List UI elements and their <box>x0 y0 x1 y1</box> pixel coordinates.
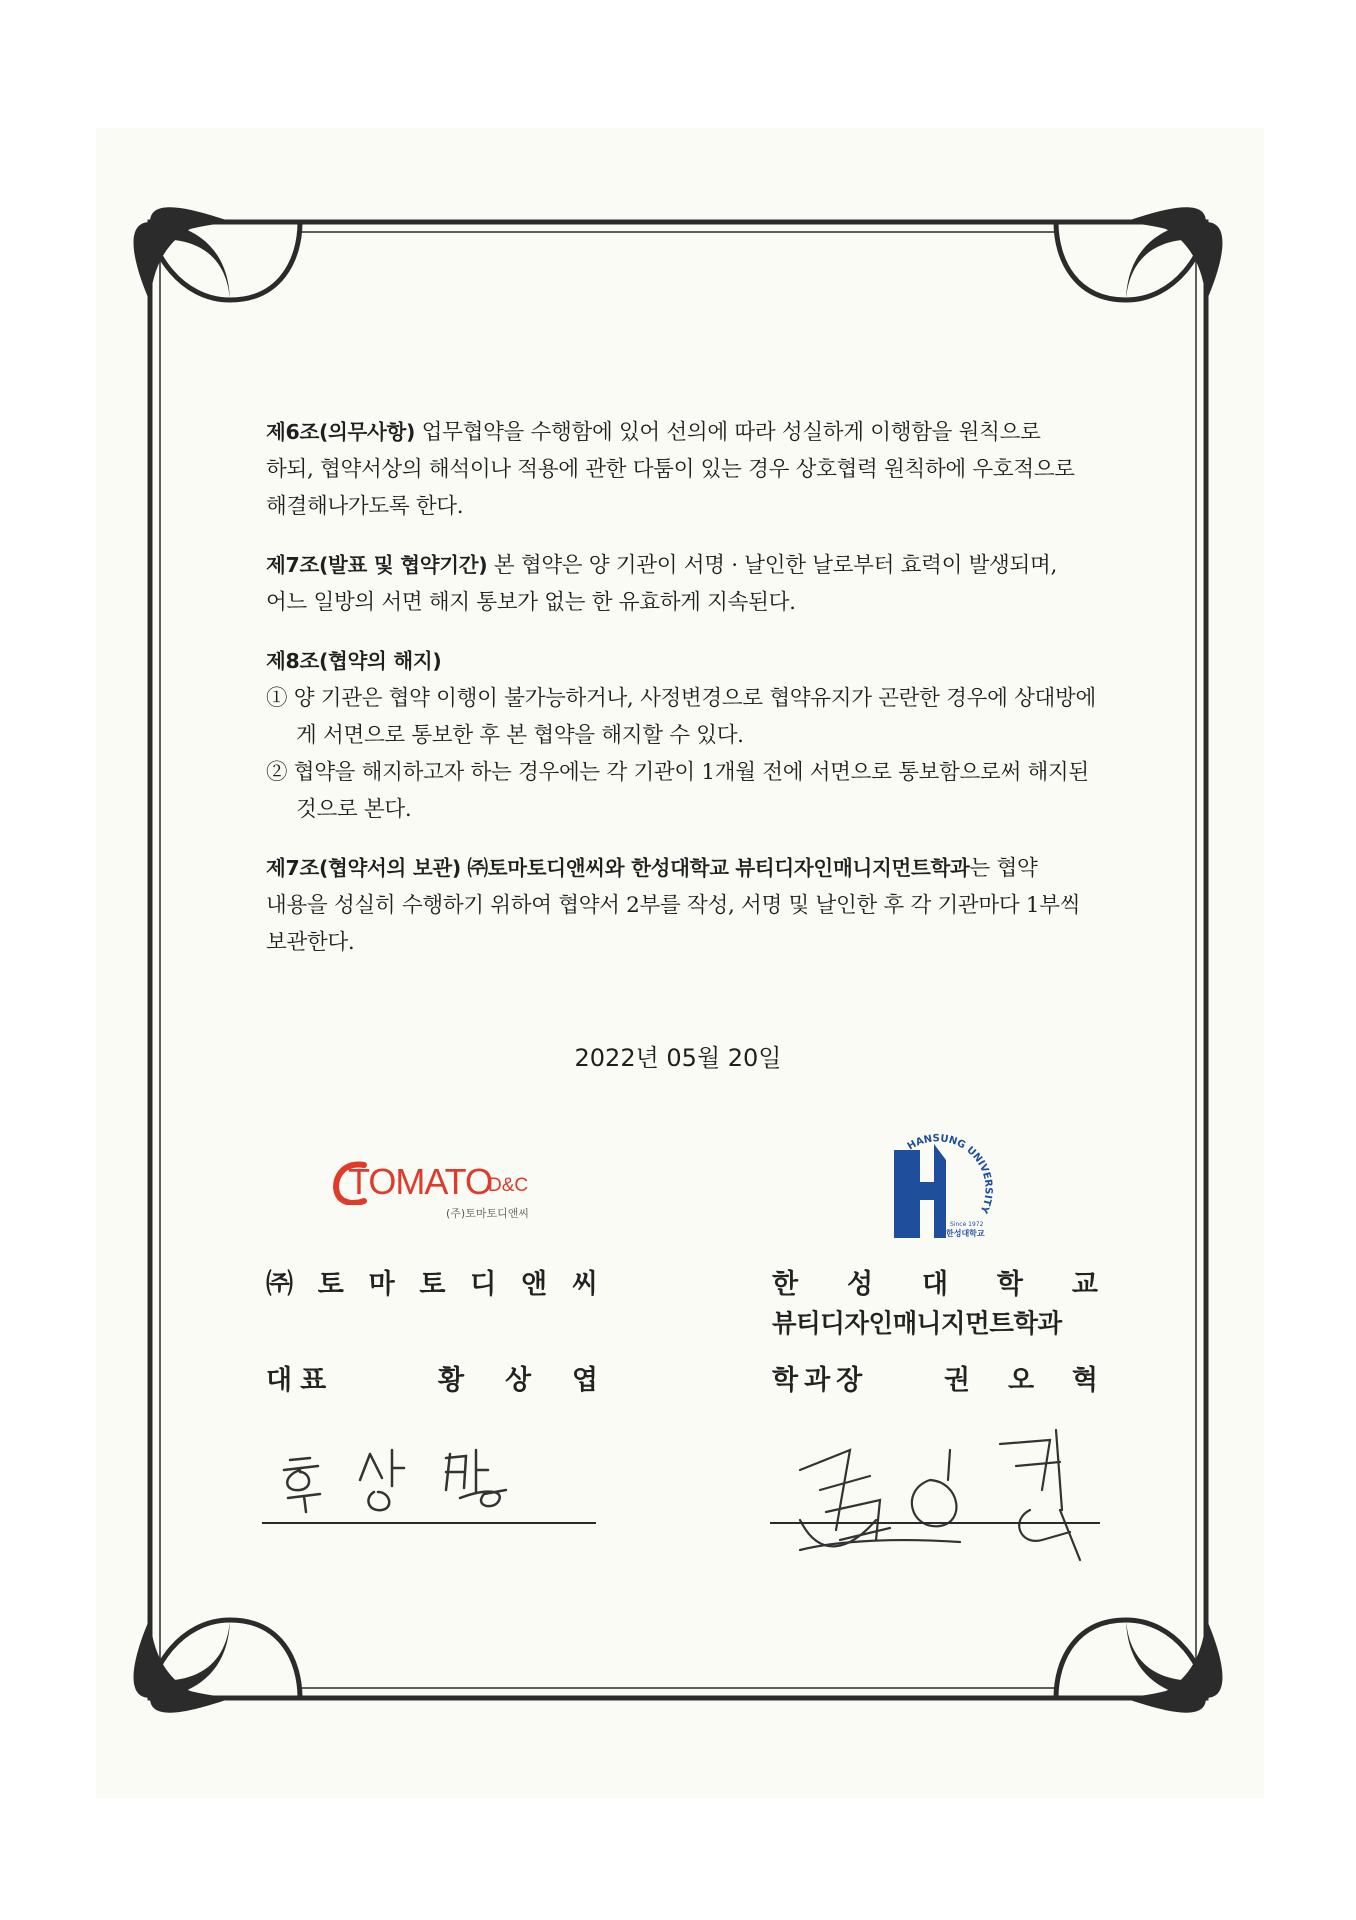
name-char: 황 <box>438 1365 465 1396</box>
article-7-line: 본 협약은 양 기관이 서명 · 날인한 날로부터 효력이 발생되며, <box>493 553 1057 578</box>
left-signature-line <box>262 1522 596 1524</box>
left-party-name <box>438 1358 598 1397</box>
name-char: 권 <box>944 1365 971 1396</box>
tomato-dc-logo <box>330 1155 540 1221</box>
hansung-since-text: Since 1972 <box>950 1221 984 1228</box>
hansung-korean-text: 한성대학교 <box>946 1229 985 1238</box>
article-9-line: 내용을 성실히 수행하기 위하여 협약서 2부를 작성, 서명 및 날인한 후 각 기관마다 1부씩 <box>266 893 1081 918</box>
article-9-parties: ㈜토마토디앤씨와 한성대학교 뷰티디자인매니지먼트학과 <box>467 856 970 880</box>
org-char: 마 <box>368 1269 395 1300</box>
article-6-heading: 제6조(의무사항) <box>266 420 416 444</box>
right-signature <box>780 1420 1110 1570</box>
right-party-dept: 뷰티디자인매니지먼트학과 <box>772 1309 1062 1339</box>
article-6-line: 하되, 협약서상의 해석이나 적용에 관한 다툼이 있는 경우 상호협력 원칙하에 우호적으로 <box>266 457 1075 482</box>
name-char: 혁 <box>1071 1365 1098 1396</box>
org-char: 대 <box>921 1269 949 1300</box>
org-char: ㈜ <box>266 1269 293 1300</box>
right-party-name <box>944 1358 1098 1397</box>
left-party-org <box>266 1262 598 1301</box>
article-7-line: 어느 일방의 서면 해지 통보가 없는 한 유효하게 지속된다. <box>266 590 796 615</box>
article-6 <box>266 414 1106 525</box>
article-6-line: 업무협약을 수행함에 있어 선의에 따라 성실하게 이행함을 원칙으로 <box>421 420 1041 445</box>
article-9 <box>266 850 1106 961</box>
article-8-item-2: ② 협약을 해지하고자 하는 경우에는 각 기관이 1개월 전에 서면으로 통보함으로써 해지된 것으로 본다. <box>266 760 1089 822</box>
name-char: 상 <box>504 1365 532 1396</box>
hansung-university-logo <box>880 1130 1000 1250</box>
article-9-heading: 제7조(협약서의 보관) <box>266 856 461 880</box>
article-8-item-1: ① 양 기관은 협약 이행이 불가능하거나, 사정변경으로 협약유지가 곤란한 경우에 상대방에게 서면으로 통보한 후 본 협약을 해지할 수 있다. <box>266 686 1096 748</box>
article-7-heading: 제7조(발표 및 협약기간) <box>266 553 488 577</box>
tomato-logo-word: TOMATO <box>348 1161 493 1202</box>
org-char: 씨 <box>571 1269 598 1300</box>
article-8-heading: 제8조(협약의 해지) <box>266 649 442 673</box>
agreement-body <box>266 414 1106 983</box>
org-char: 교 <box>1071 1269 1098 1300</box>
org-char: 학 <box>996 1269 1023 1300</box>
article-8 <box>266 643 1106 828</box>
org-char: 토 <box>419 1269 446 1300</box>
article-6-line: 해결해나가도록 한다. <box>266 494 464 519</box>
org-char: 한 <box>772 1269 799 1300</box>
org-char: 토 <box>317 1269 344 1300</box>
article-7 <box>266 547 1106 621</box>
tomato-logo-dc: D&C <box>488 1175 529 1196</box>
right-party-title: 학과장 <box>772 1365 869 1396</box>
right-signature-line <box>770 1522 1100 1524</box>
article-9-line: 는 협약 <box>969 856 1038 881</box>
tomato-logo-korean: (주)토마토디앤씨 <box>446 1207 529 1220</box>
agreement-date: 2022년 05월 20일 <box>574 1044 782 1072</box>
right-party-org <box>772 1262 1098 1301</box>
name-char: 오 <box>1007 1365 1035 1396</box>
left-party-title: 대표 <box>266 1365 335 1396</box>
hansung-ring-text: HANSUNG UNIVERSITY <box>905 1133 994 1215</box>
org-char: 앤 <box>521 1269 548 1300</box>
name-char: 엽 <box>571 1365 598 1396</box>
article-9-line: 보관한다. <box>266 930 355 955</box>
left-signature <box>270 1440 540 1520</box>
org-char: 디 <box>470 1269 497 1300</box>
org-char: 성 <box>846 1269 874 1300</box>
